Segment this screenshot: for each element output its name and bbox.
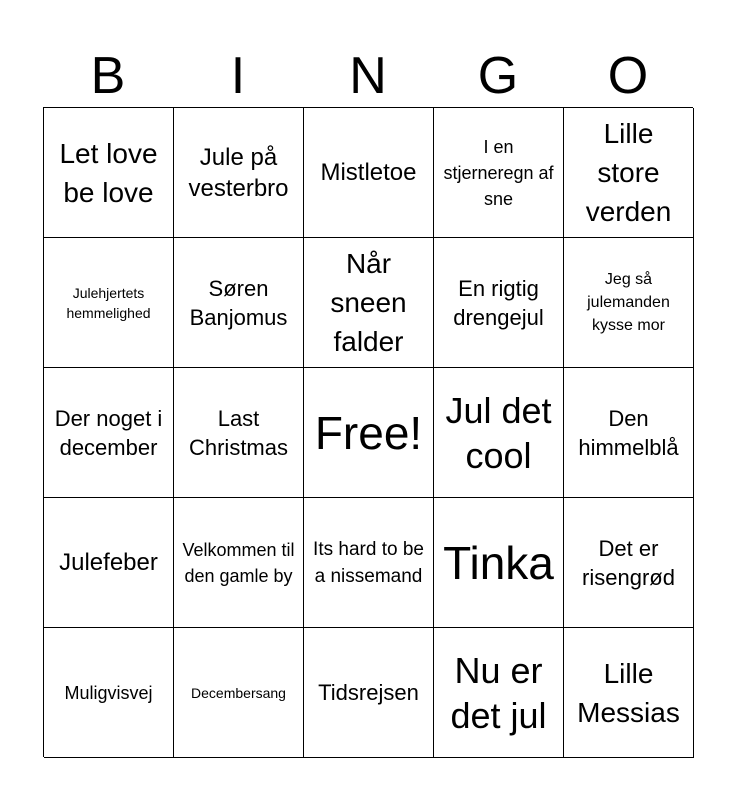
header-letter-n: N	[349, 47, 387, 105]
bingo-cell	[304, 108, 434, 238]
bingo-cell	[44, 238, 174, 368]
bingo-grid	[43, 107, 693, 757]
bingo-cell	[564, 628, 694, 758]
cell-text: Den himmelblå	[578, 405, 679, 460]
bingo-cell	[434, 628, 564, 758]
bingo-cell	[44, 368, 174, 498]
cell-text: Lille Messias	[577, 657, 680, 728]
cell-text: Søren Banjomus	[189, 275, 288, 330]
header-letter-b: B	[90, 47, 126, 105]
bingo-cell	[174, 498, 304, 628]
bingo-cell	[564, 368, 694, 498]
bingo-cell	[44, 108, 174, 238]
cell-text: I en stjerneregn af sne	[443, 136, 554, 209]
cell-text: Det er risengrød	[582, 535, 675, 590]
cell-text: Tinka	[443, 536, 554, 589]
bingo-cell	[174, 108, 304, 238]
cell-text: Jule på vesterbro	[188, 143, 289, 202]
cell-text: Når sneen falder	[330, 248, 407, 357]
cell-text: En rigtig drengejul	[453, 275, 544, 330]
bingo-cell	[174, 238, 304, 368]
bingo-cell	[304, 238, 434, 368]
bingo-cell	[564, 108, 694, 238]
bingo-cell	[44, 628, 174, 758]
bingo-header	[43, 44, 693, 108]
cell-text: Julefeber	[59, 549, 158, 576]
bingo-cell	[44, 498, 174, 628]
bingo-cell	[564, 498, 694, 628]
bingo-cell	[434, 238, 564, 368]
cell-text: Nu er det jul	[450, 649, 547, 736]
cell-text: Mistletoe	[320, 159, 417, 186]
cell-text: Tidsrejsen	[318, 680, 419, 705]
cell-text: Lille store verden	[585, 118, 672, 227]
cell-text: Jeg så julemanden kysse mor	[587, 271, 670, 334]
cell-text: Jul det cool	[445, 389, 552, 476]
cell-text: Der noget i december	[54, 405, 163, 460]
cell-text: Velkommen til den gamle by	[182, 539, 295, 586]
cell-text: Decembersang	[191, 684, 286, 701]
bingo-cell	[174, 628, 304, 758]
bingo-cell	[434, 108, 564, 238]
bingo-cell	[434, 368, 564, 498]
header-letter-g: G	[477, 47, 519, 105]
free-space	[304, 368, 434, 498]
bingo-cell	[304, 628, 434, 758]
bingo-cell	[564, 238, 694, 368]
cell-text: Its hard to be a nissemand	[313, 538, 424, 587]
header-letter-o: O	[607, 47, 649, 105]
cell-text: Let love be love	[59, 137, 158, 208]
cell-text: Muligvisvej	[64, 682, 153, 703]
bingo-cell	[174, 368, 304, 498]
header-letter-i: I	[230, 47, 246, 105]
cell-text: Free!	[314, 406, 423, 459]
bingo-cell	[434, 498, 564, 628]
cell-text: Last Christmas	[188, 405, 288, 460]
cell-text: Julehjertets hemmelighed	[66, 284, 151, 321]
bingo-cell	[304, 498, 434, 628]
